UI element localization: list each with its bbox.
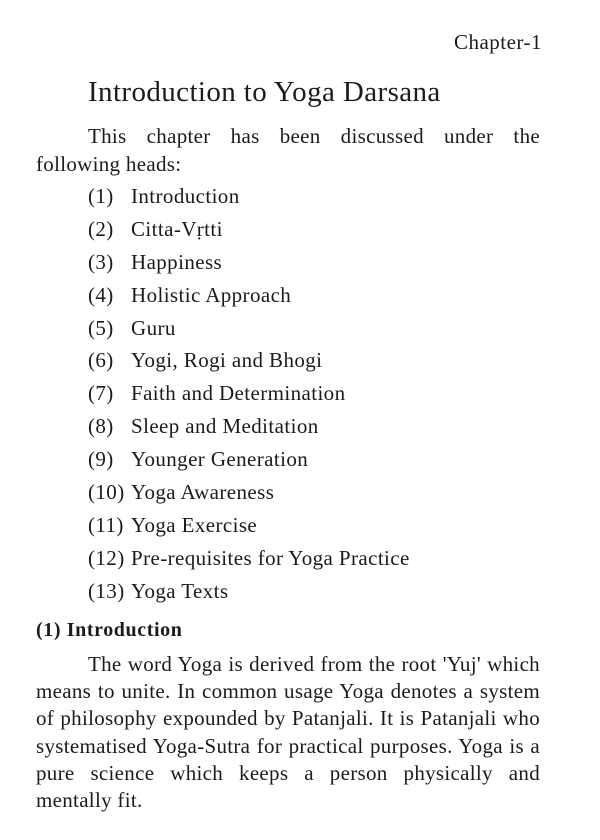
list-item-label: Younger Generation	[131, 447, 309, 472]
list-item	[88, 509, 410, 542]
list-item-number: (5)	[88, 315, 114, 340]
intro-paragraph: This chapter has been discussed under the following heads:	[36, 124, 540, 176]
list-item-label: Introduction	[131, 184, 240, 208]
list-item	[88, 542, 410, 575]
list-item-number: (10)	[88, 480, 125, 505]
list-item-label: Yoga Exercise	[131, 512, 258, 537]
list-item	[88, 377, 410, 410]
list-item	[88, 279, 410, 312]
list-item-number: (13)	[88, 578, 125, 603]
list-item-number: (12)	[88, 545, 125, 570]
list-item-label: Yoga Texts	[131, 578, 229, 603]
list-item-label: Yoga Awareness	[131, 480, 275, 505]
list-item-label: Holistic Approach	[131, 282, 292, 307]
list-item	[88, 410, 410, 443]
list-item	[88, 180, 410, 213]
list-item	[88, 246, 410, 279]
list-item-label: Yogi, Rogi and Bhogi	[131, 348, 323, 373]
chapter-label: Chapter-1	[453, 30, 542, 54]
list-item-number: (9)	[88, 447, 114, 472]
list-item-label: Guru	[131, 315, 176, 340]
list-item	[88, 443, 410, 476]
section-heading: (1) Introduction	[36, 619, 183, 641]
list-item-label: Happiness	[131, 249, 223, 274]
list-item-number: (11)	[88, 512, 124, 537]
list-item-number: (2)	[88, 216, 114, 241]
list-item-number: (6)	[88, 348, 114, 373]
list-item-number: (7)	[88, 381, 114, 406]
list-item	[88, 476, 410, 509]
list-item	[88, 344, 410, 377]
list-item-label: Sleep and Meditation	[131, 414, 319, 439]
list-item-number: (8)	[88, 414, 114, 439]
list-item-label: Citta-Vṛtti	[131, 216, 223, 241]
list-item-label: Pre-requisites for Yoga Practice	[131, 545, 410, 570]
chapter-title: Introduction to Yoga Darsana	[88, 76, 441, 108]
list-item-number: (3)	[88, 249, 114, 274]
section-paragraph: The word Yoga is derived from the root 'Yuj' which means to unite. In common usage Yoga denotes a system of philosophy expounded by Patanjali. It is Patanjali who systematised Yoga-Sutra for practical purposes. Yoga is a pure science which keeps a person physically and mentally fit.	[36, 652, 540, 813]
list-item	[88, 312, 410, 345]
list-item	[88, 213, 410, 246]
list-item-number: (1)	[88, 184, 114, 208]
heads-list	[88, 180, 410, 608]
list-item-label: Faith and Determination	[131, 381, 346, 406]
list-item-number: (4)	[88, 282, 114, 307]
list-item	[88, 575, 410, 608]
